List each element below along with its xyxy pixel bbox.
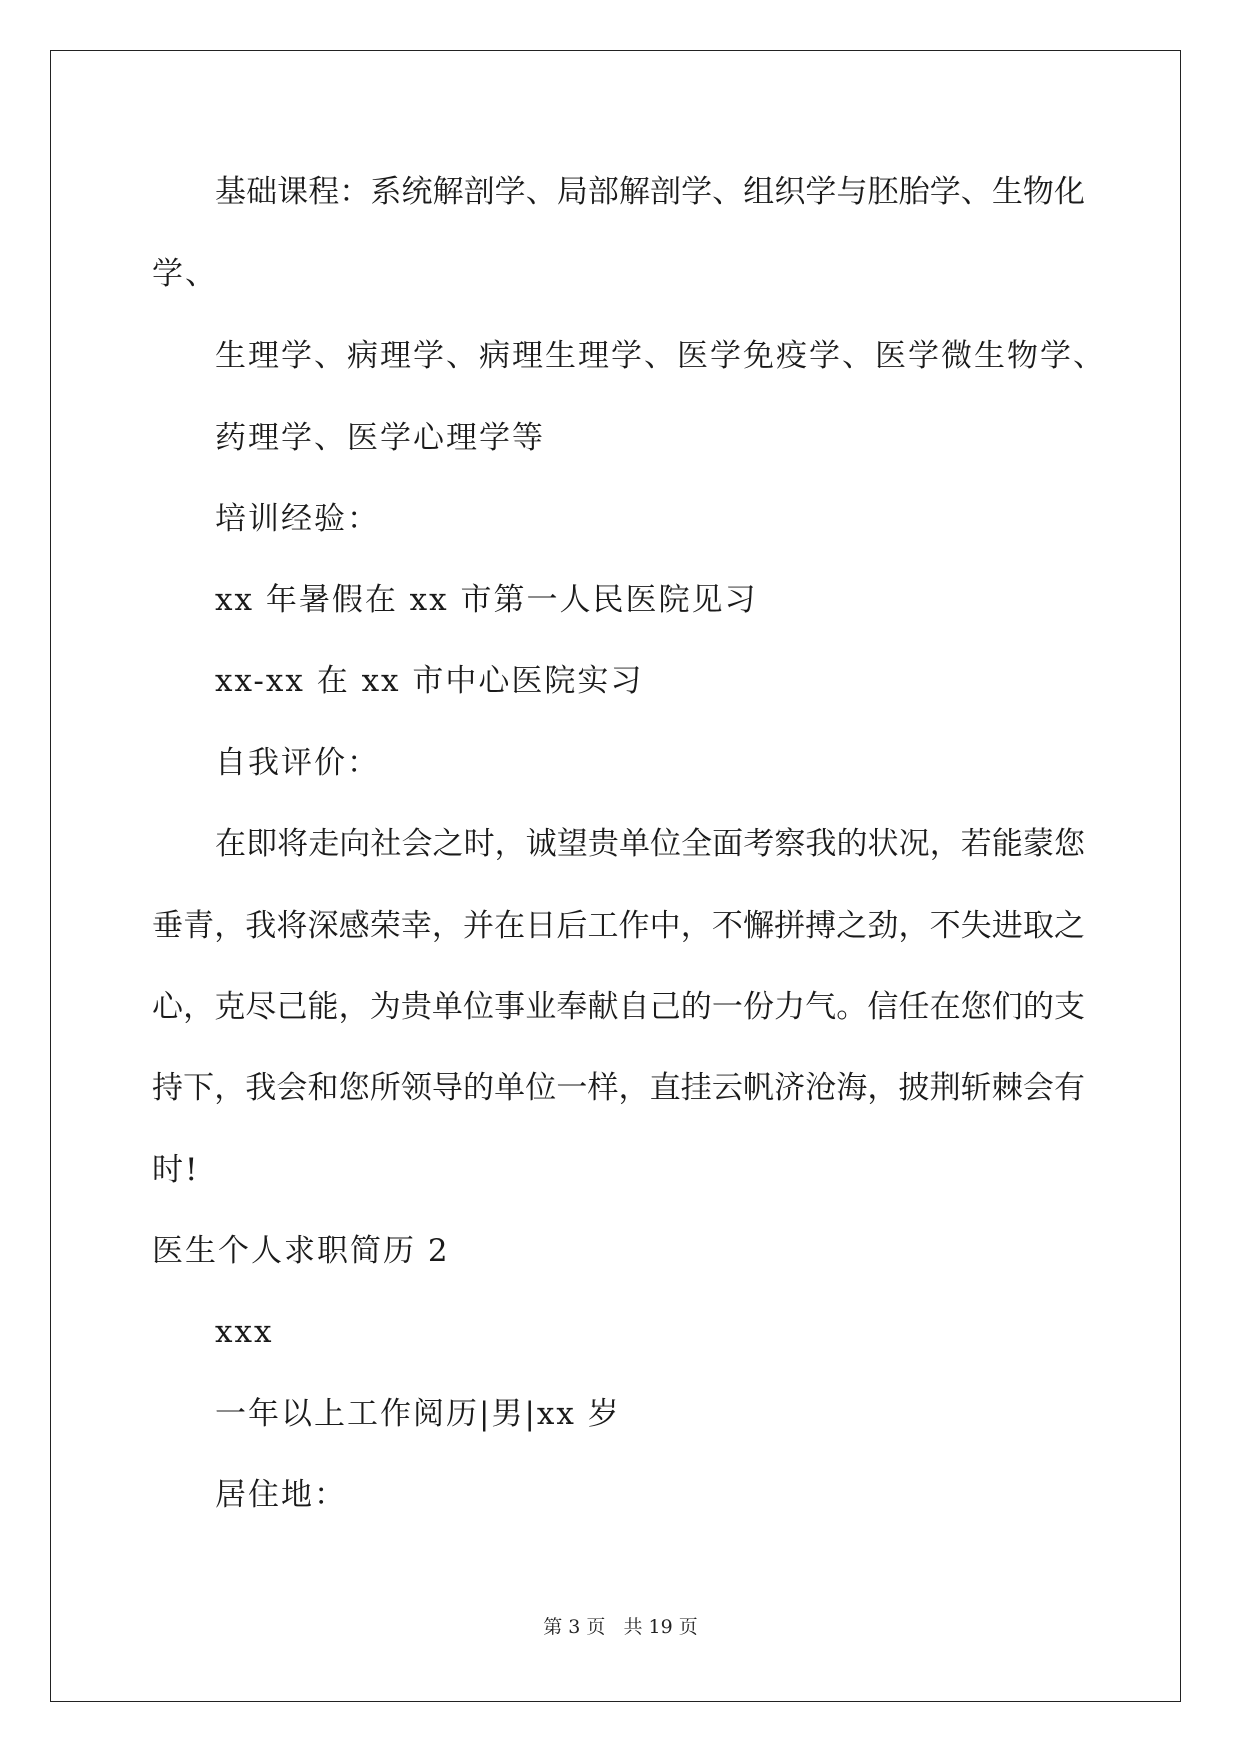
- residence-label: 居住地：: [215, 1477, 347, 1513]
- candidate-summary: 一年以上工作阅历|男|xx 岁: [215, 1396, 621, 1432]
- text-line: 心，克尽己能，为贵单位事业奉献自己的一份力气。信任在您们的支: [152, 989, 1085, 1025]
- text-line: 垂青，我将深感荣幸，并在日后工作中，不懈拼搏之劲，不失进取之: [152, 908, 1085, 944]
- text-line: 药理学、医学心理学等: [215, 420, 545, 456]
- text-line: 基础课程：系统解剖学、局部解剖学、组织学与胚胎学、生物化: [215, 174, 1085, 210]
- page-footer: [0, 1615, 1241, 1639]
- current-page-number: 第 3 页: [543, 1616, 606, 1638]
- section-heading-self-evaluation: 自我评价：: [215, 745, 380, 781]
- page-border: [50, 50, 1181, 1702]
- text-line: 学、: [152, 256, 218, 292]
- text-line: xx 年暑假在 xx 市第一人民医院见习: [215, 582, 758, 618]
- section-heading-training: 培训经验：: [215, 501, 380, 537]
- text-line: 时!: [152, 1152, 200, 1188]
- text-line: xx-xx 在 xx 市中心医院实习: [215, 663, 644, 699]
- text-line: 生理学、病理学、病理生理学、医学免疫学、医学微生物学、: [215, 338, 1106, 374]
- candidate-name: xxx: [215, 1314, 274, 1350]
- text-line: 持下，我会和您所领导的单位一样，直挂云帆济沧海，披荆斩棘会有: [152, 1070, 1085, 1106]
- total-page-count: 共 19 页: [623, 1616, 698, 1638]
- text-line: 在即将走向社会之时，诚望贵单位全面考察我的状况，若能蒙您: [215, 826, 1085, 862]
- resume-title: 医生个人求职简历 2: [152, 1233, 450, 1269]
